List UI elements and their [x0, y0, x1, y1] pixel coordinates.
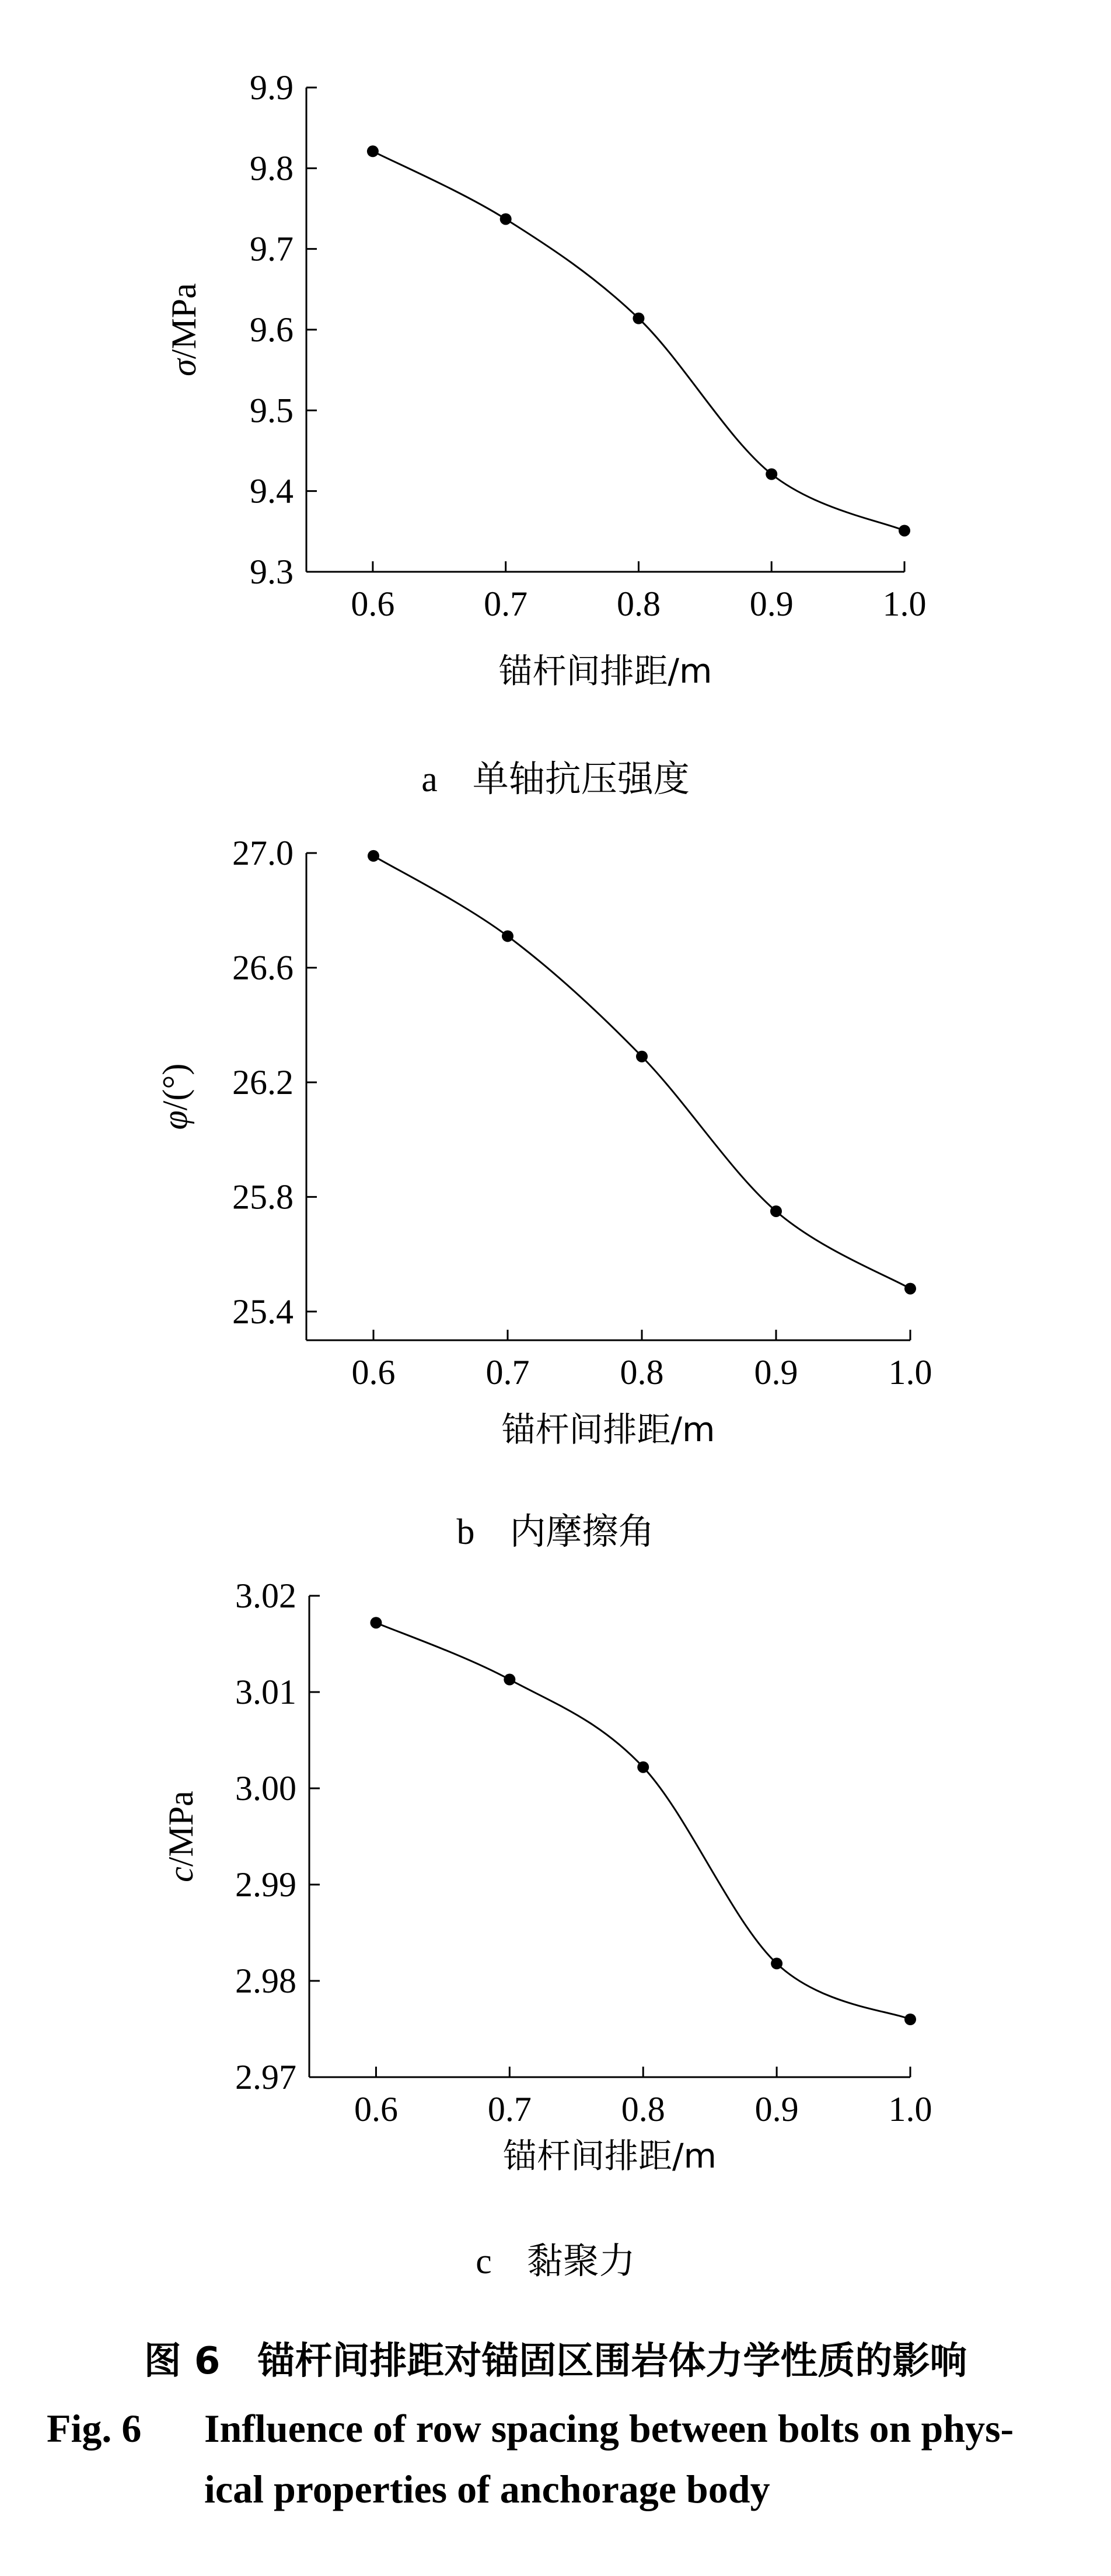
x-tick-label-a: 0.8	[616, 585, 661, 623]
y-tick-label-a: 9.5	[250, 391, 294, 430]
y-tick-label-c: 3.01	[235, 1673, 296, 1711]
x-tick-label-a: 0.6	[351, 585, 395, 623]
y-tick-label-c: 3.02	[235, 1577, 296, 1615]
figure-caption-zh: 图 6 锚杆间排距对锚固区围岩体力学性质的影响	[144, 2340, 967, 2383]
x-tick-label-c: 0.8	[621, 2090, 665, 2128]
x-tick-label-b: 0.7	[485, 1353, 530, 1392]
panel-c-letter: c	[476, 2242, 492, 2281]
x-axis-label-c: 锚杆间排距/m	[502, 2136, 717, 2176]
y-tick-label-b: 25.8	[232, 1177, 294, 1217]
y-tick-label-a: 9.3	[250, 553, 294, 591]
series-line-c	[376, 1623, 910, 2019]
data-point-c-2	[504, 1674, 515, 1686]
data-point-c-5	[904, 2014, 916, 2025]
y-tick-label-c: 2.97	[235, 2058, 296, 2096]
data-point-c-1	[370, 1617, 382, 1628]
y-tick-label-b: 26.6	[232, 948, 294, 987]
y-tick-label-a: 9.7	[250, 229, 294, 268]
x-tick-label-a: 0.7	[484, 585, 528, 623]
figure-caption-en-line2: ical properties of anchorage body	[204, 2467, 770, 2511]
panel-b-title: 内摩擦角	[509, 1510, 655, 1553]
panel-c-caption	[0, 2232, 1111, 2284]
panel-a-letter: a	[421, 760, 438, 799]
y-tick-label-a: 9.6	[250, 310, 294, 349]
x-tick-label-b: 0.8	[620, 1353, 664, 1392]
x-tick-label-c: 0.7	[487, 2090, 532, 2128]
y-axis-label-a: σ/MPa	[165, 283, 203, 376]
panel-a-title: 单轴抗压强度	[472, 757, 690, 800]
data-point-c-3	[637, 1761, 649, 1773]
y-tick-label-c: 2.99	[235, 1865, 296, 1904]
figure-caption-en-line1: Influence of row spacing between bolts on phys-	[204, 2406, 1014, 2451]
figure-caption-en-label: Fig. 6	[47, 2406, 142, 2451]
x-tick-label-a: 1.0	[882, 585, 927, 623]
x-tick-label-a: 0.9	[749, 585, 794, 623]
x-tick-label-b: 0.9	[754, 1353, 798, 1392]
y-axis-label-b: φ/(°)	[156, 1063, 194, 1130]
x-tick-label-c: 0.6	[354, 2090, 398, 2128]
x-tick-label-b: 0.6	[351, 1353, 396, 1392]
y-tick-label-c: 2.98	[235, 1962, 296, 2000]
y-axis-label-c: c/MPa	[162, 1791, 200, 1882]
x-tick-label-c: 0.9	[754, 2090, 799, 2128]
y-tick-label-c: 3.00	[235, 1769, 296, 1808]
x-axis-label-b: 锚杆间排距/m	[501, 1410, 715, 1449]
x-tick-label-c: 1.0	[888, 2090, 932, 2128]
y-tick-label-b: 27.0	[232, 834, 294, 872]
data-point-c-4	[771, 1958, 782, 1969]
y-tick-label-b: 26.2	[232, 1062, 294, 1102]
x-axis-label-a: 锚杆间排距/m	[498, 651, 712, 691]
x-tick-label-b: 1.0	[888, 1353, 932, 1392]
y-tick-label-a: 9.8	[250, 149, 294, 188]
figure-caption-en	[47, 2398, 1074, 2519]
y-tick-label-a: 9.9	[250, 68, 294, 107]
panel-b-letter: b	[456, 1512, 475, 1552]
y-tick-label-a: 9.4	[250, 471, 294, 511]
panel-c-title: 黏聚力	[526, 2239, 635, 2282]
y-tick-label-b: 25.4	[232, 1292, 294, 1331]
